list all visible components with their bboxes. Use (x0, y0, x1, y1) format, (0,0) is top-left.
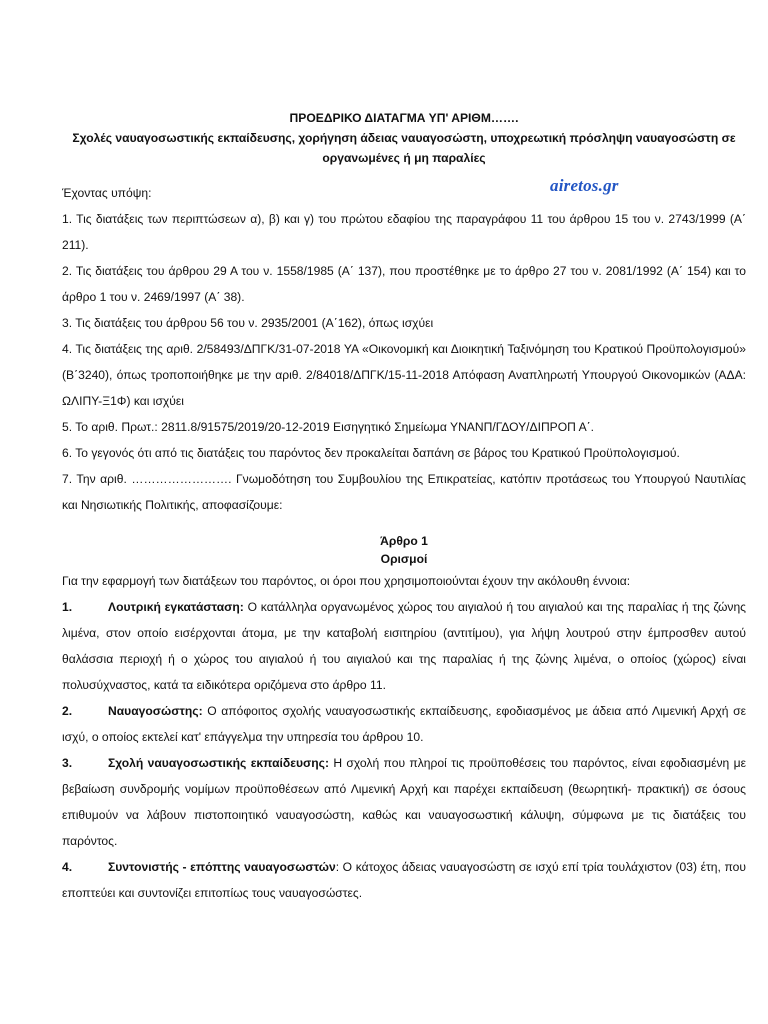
definition-text: : Ο κάτοχος άδειας ναυαγοσώστη σε ισχύ επί τρία τουλάχιστον (03) έτη, που εποπτεύει και συντονίζει επιτοπίως τους ναυαγοσώστες. (62, 860, 747, 900)
article-intro: Για την εφαρμογή των διατάξεων του παρόντος, οι όροι που χρησιμοποιούνται έχουν την ακόλουθη έννοια: (62, 574, 631, 588)
definition-number: 4. (62, 860, 73, 874)
consideration-7: 7. Την αριθ. ……………………. Γνωμοδότηση του Συμβουλίου της Επικρατείας, κατόπιν προτάσεως του Υπουργού Ναυτιλίας και Νησιωτικής Πολιτικής, αποφασίζουμε: (62, 472, 746, 512)
definition-number: 1. (62, 600, 73, 614)
definition-3 (62, 750, 746, 854)
definition-2 (62, 698, 746, 750)
article-number: Άρθρο 1 (380, 534, 428, 548)
decree-subtitle: Σχολές ναυαγοσωστικής εκπαίδευσης, χορήγηση άδειας ναυαγοσώστη, υποχρεωτική πρόσληψη ναυαγοσώστη σε οργανωμένες ή μη παραλίες (72, 131, 736, 165)
definition-1 (62, 594, 746, 698)
consideration-5: 5. Το αριθ. Πρωτ.: 2811.8/91575/2019/20-12-2019 Εισηγητικό Σημείωμα ΥΝΑΝΠ/ΓΔΟΥ/ΔΙΠΡΟΠ Α΄. (62, 420, 595, 434)
definition-text: Ο απόφοιτος σχολής ναυαγοσωστικής εκπαίδευσης, εφοδιασμένος με άδεια από Λιμενική Αρχή σε ισχύ, ο οποίος εκτελεί κατ' επάγγελμα την υπηρεσία του άρθρου 10. (62, 704, 746, 744)
definition-text: Ο κατάλληλα οργανωμένος χώρος του αιγιαλού ή του αιγιαλού και της παραλίας ή της ζώνης λιμένα, στον οποίο εισέρχονται άτομα, με την καταβολή εισιτηρίου (αντιτίμου), για λήψη λουτρού στην έμπροσθεν αυτού θαλάσσια περιοχή ή ο χώρος του αιγιαλού ή του αιγιαλού και της παραλίας ή της ζώνης λιμένα, ο οποίος (χώρος) είναι πολυσύχναστος, κατά τα ειδικότερα οριζόμενα στο άρθρο 11. (62, 600, 747, 692)
consideration-6: 6. Το γεγονός ότι από τις διατάξεις του παρόντος δεν προκαλείται δαπάνη σε βάρος του Κρατικού Προϋπολογισμού. (62, 446, 680, 460)
definition-term: Συντονιστής - επόπτης ναυαγοσωστών (108, 860, 336, 874)
consideration-2: 2. Τις διατάξεις του άρθρου 29 Α του ν. 1558/1985 (Α΄ 137), που προστέθηκε με το άρθρο 27 του ν. 2081/1992 (Α΄ 154) και το άρθρο 1 του ν. 2469/1997 (Α΄ 38). (62, 264, 746, 304)
definition-text: Η σχολή που πληροί τις προϋποθέσεις του παρόντος, είναι εφοδιασμένη με βεβαίωση συνδρομής νομίμων προϋποθέσεων από Λιμενική Αρχή και παρέχει εκπαίδευση (θεωρητική- πρακτική) σε όσους επιθυμούν να λάβουν πιστοποιητικό ναυαγοσώστη, καθώς και ναυαγοσωστική κάλυψη, σύμφωνα με τις διατάξεις του παρόντος. (62, 756, 746, 848)
decree-title: ΠΡΟΕΔΡΙΚΟ ΔΙΑΤΑΓΜΑ ΥΠ' ΑΡΙΘΜ……. (289, 111, 519, 125)
consideration-4: 4. Τις διατάξεις της αριθ. 2/58493/ΔΠΓΚ/31-07-2018 ΥΑ «Οικονομική και Διοικητική Ταξινόμηση του Κρατικού Προϋπολογισμού» (Β΄3240), όπως τροποποιήθηκε με την αριθ. 2/84018/ΔΠΓΚ/15-11-2018 Απόφαση Αναπληρωτή Υπουργού Οικονομικών (ΑΔΑ: ΩΛΙΠΥ-Ξ1Φ) και ισχύει (62, 342, 746, 408)
consideration-3: 3. Τις διατάξεις του άρθρου 56 του ν. 2935/2001 (Α΄162), όπως ισχύει (62, 316, 434, 330)
definition-term: Σχολή ναυαγοσωστικής εκπαίδευσης: (108, 756, 329, 770)
definition-number: 2. (62, 704, 73, 718)
consideration-1: 1. Τις διατάξεις των περιπτώσεων α), β) και γ) του πρώτου εδαφίου της παραγράφου 11 του άρθρου 15 του ν. 2743/1999 (Α΄ 211). (62, 212, 746, 252)
definition-term: Λουτρική εγκατάσταση: (108, 600, 244, 614)
site-watermark: airetos.gr (550, 176, 619, 195)
definition-number: 3. (62, 756, 73, 770)
definition-4 (62, 854, 746, 906)
considering-label: Έχοντας υπόψη: (62, 186, 152, 200)
definition-term: Ναυαγοσώστης: (108, 704, 203, 718)
article-heading: Ορισμοί (380, 552, 428, 566)
document-body (62, 108, 746, 906)
